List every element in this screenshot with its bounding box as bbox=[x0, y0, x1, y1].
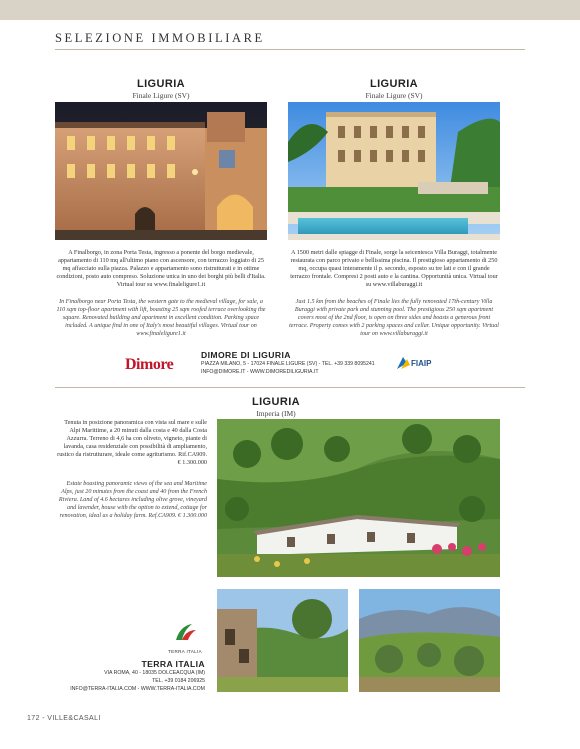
section-divider bbox=[55, 387, 525, 388]
fiaip-logo bbox=[395, 353, 435, 373]
agency-dimore bbox=[125, 350, 445, 380]
listing-left-photo bbox=[55, 102, 267, 240]
listing-right-region: LIGURIA bbox=[369, 78, 419, 90]
fiaip-logo-text: FIAIP bbox=[411, 359, 432, 368]
listing-right-photo bbox=[288, 102, 500, 240]
listing-imperia-photo-main bbox=[217, 419, 500, 577]
listing-imperia-text-it: Tenuta in posizione panoramica con vista sul mare e sulle Alpi Marittime, a 20 minuti dalla costa e 40 dalla Costa Azzurra. Terreno di 4,6 ha con oliveto, vigneto, piante di lavanda, casa residenziale con possibilità di ampliamento, rustico da ristrutturare, ideale come agriturismo. Rif.CA909. € 1.300.000 bbox=[57, 419, 207, 467]
dimore-name: DIMORE DI LIGURIA bbox=[201, 350, 291, 360]
listing-imperia-photo-ruin bbox=[217, 589, 348, 692]
terra-italia-address: VIA ROMA, 40 - 18035 DOLCEACQUA (IM) bbox=[104, 670, 205, 676]
dimore-contacts: INFO@DIMORE.IT - WWW.DIMOREDILIGURIA.IT bbox=[201, 369, 319, 375]
terra-italia-phone: TEL. +39 0184 206925 bbox=[152, 678, 205, 684]
terra-italia-mark-icon bbox=[172, 622, 198, 644]
listing-imperia-text-en: Estate boasting panoramic views of the sea and Maritime Alps, just 20 minutes from the coast and 40 from the French Riviera. Land of 4.6 hectares including olive grove, vineyard and lavender, house with the option to extend, cottage for renovation, ideal as a holiday farm. Ref.CA909. € 1.300.000 bbox=[58, 481, 207, 519]
listing-right-text-en: Just 1.5 km from the beaches of Finale lies the fully renovated 17th-century Villa Buraggi with private park and stunning pool. The prestigious 250 sqm apartment covers most of the 2nd floor, is open on three sides and boasts a generous front terrace. Property comes with 2 parking spaces and cellar. Unique opportunity. Virtual tour on www.villaburaggi.it bbox=[289, 299, 499, 337]
listing-imperia-region: LIGURIA bbox=[251, 396, 301, 408]
listing-left-text-en: In Finalborgo near Porta Testa, the western gate to the medieval village, for sale, a 110 sqm top-floor apartment with lift, boasting 25 sqm roofed terrace overlooking the square. Renovated building and apartment in excellent condition. Parking space included. A unique find in one of Italy's most beautiful villages. Virtual tour on www.finaleligure1.it bbox=[56, 299, 266, 337]
listing-right-heading bbox=[288, 78, 500, 100]
dimore-logo: Dimore bbox=[125, 356, 174, 373]
dimore-address: PIAZZA MILANO, 5 - 17024 FINALE LIGURE (SV) - TEL. +39 339 8095241 bbox=[201, 361, 375, 367]
listing-right-town: Finale Ligure (SV) bbox=[365, 91, 423, 100]
terra-italia-logo-text: TERRA ITALIA bbox=[168, 649, 202, 654]
listing-left-text-it: A Finalborgo, in zona Porta Testa, ingresso a ponente del borgo medievale, appartamento di 110 mq all'ultimo piano con ascensore, con terrazzo loggiato di 25 mq affacciato sulla piazza. Palazzo e appartamento sono ristrutturati e in ottime condizioni, posto auto compreso. Soluzione unica in uno dei borghi più belli d'Italia. Virtual tour su www.finaleligure1.it bbox=[56, 249, 266, 289]
listing-imperia-heading bbox=[216, 396, 336, 418]
listing-imperia-town: Imperia (IM) bbox=[256, 409, 296, 418]
terra-italia-logo bbox=[160, 622, 210, 654]
top-band bbox=[0, 0, 580, 20]
listing-left-town: Finale Ligure (SV) bbox=[132, 91, 190, 100]
terra-italia-name: TERRA ITALIA bbox=[141, 659, 205, 669]
terra-italia-contacts: INFO@TERRA-ITALIA.COM - WWW.TERRA-ITALIA.COM bbox=[70, 686, 205, 692]
section-title: SELEZIONE IMMOBILIARE bbox=[55, 31, 265, 45]
listing-right-text-it: A 1500 metri dalle spiagge di Finale, sorge la seicentesca Villa Buraggi, totalmente restaurata con parco privato e bellissima piscina. Il prestigioso appartamento di 250 mq, occupa quasi interamente il p. secondo, esposto su tre lati e con il grande terrazzo frontale. Compresi 2 posti auto e la cantina. Opportunità unica. Virtual tour su www.villaburaggi.it bbox=[290, 249, 498, 289]
title-divider bbox=[55, 49, 525, 50]
listing-left-heading bbox=[55, 78, 267, 100]
listing-left-region: LIGURIA bbox=[136, 78, 186, 90]
listing-imperia-photo-grove bbox=[359, 589, 500, 692]
page-footer: 172 - VILLE&CASALI bbox=[27, 715, 101, 722]
